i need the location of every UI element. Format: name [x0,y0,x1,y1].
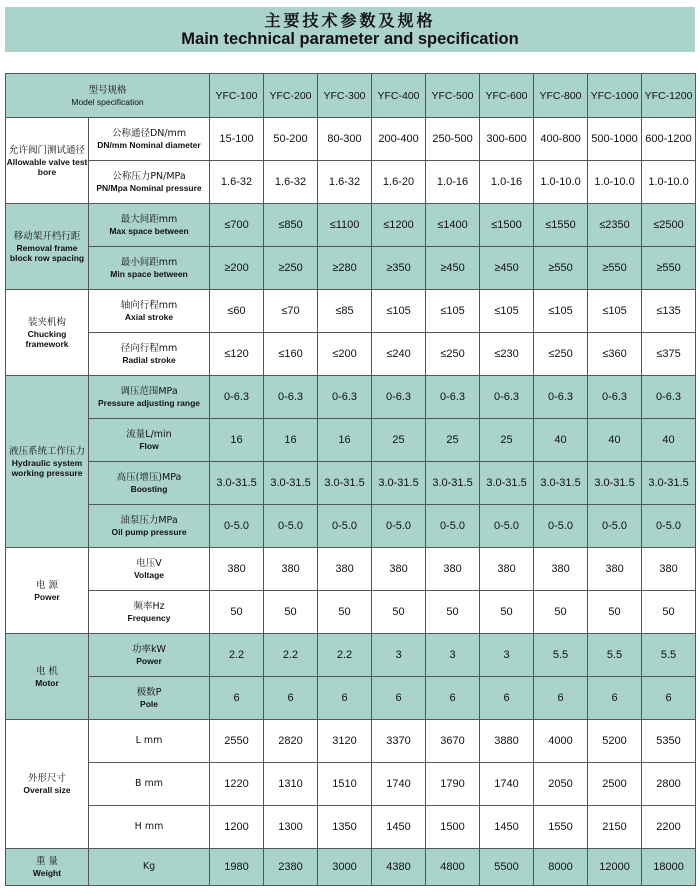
value-cell: 2050 [534,763,588,806]
value-cell: 1.0-10.0 [588,161,642,204]
parameter-label-cell [89,677,210,720]
value-cell: 80-300 [318,118,372,161]
value-cell: 4380 [372,849,426,886]
spec-row [6,720,696,763]
parameter-label-cn: 高压(增压)MPa [116,472,182,483]
parameter-label-cell [89,118,210,161]
value-cell: 25 [480,419,534,462]
value-cell: 5350 [642,720,696,763]
value-cell: 16 [318,419,372,462]
value-cell: 2500 [588,763,642,806]
group-label-en: Power [34,591,60,602]
value-cell: ≤700 [210,204,264,247]
group-label-cn: 外形尺寸 [27,773,66,784]
parameter-label-en: Max space between [109,226,189,236]
value-cell: 500-1000 [588,118,642,161]
spec-row [6,634,696,677]
spec-row [6,290,696,333]
title-chinese: 主要技术参数及规格 [264,11,436,30]
value-cell: 0-5.0 [210,505,264,548]
spec-row [6,677,696,720]
value-cell: 0-5.0 [318,505,372,548]
parameter-label-cell [89,204,210,247]
model-spec-header [6,74,210,118]
parameter-label-cell [89,720,210,763]
parameter-label-cn: 电压V [136,558,162,569]
group-label-cn: 允许阀门测试通径 [8,144,85,156]
value-cell: 0-6.3 [372,376,426,419]
value-cell: ≤105 [426,290,480,333]
value-cell: ≥550 [534,247,588,290]
value-cell: 1.0-16 [480,161,534,204]
parameter-label-cn: 流量L/min [126,429,172,440]
group-label-cn: 液压系统工作压力 [8,445,85,457]
spec-row [6,247,696,290]
parameter-label-cell [89,763,210,806]
parameter-label-en: Flow [139,441,159,451]
parameter-label-cell [89,333,210,376]
parameter-label-en: Frequency [127,613,171,623]
value-cell: 50 [210,591,264,634]
value-cell: 0-6.3 [642,376,696,419]
value-cell: 1790 [426,763,480,806]
group-label-cell [6,118,89,204]
value-cell: 0-5.0 [480,505,534,548]
parameter-label-cn: 轴向行程mm [120,300,178,311]
value-cell: 50 [318,591,372,634]
value-cell: ≤1550 [534,204,588,247]
value-cell: 3.0-31.5 [264,462,318,505]
value-cell: ≤105 [372,290,426,333]
value-cell: 1.0-16 [426,161,480,204]
parameter-label-en: Radial stroke [122,355,176,365]
value-cell: ≥550 [642,247,696,290]
value-cell: 6 [264,677,318,720]
value-cell: 1.0-10.0 [534,161,588,204]
value-cell: 0-5.0 [642,505,696,548]
model-header-cell: YFC-1200 [642,74,696,118]
value-cell: 25 [372,419,426,462]
parameter-label-en: Voltage [133,570,165,580]
group-label-cell [6,720,89,849]
title-english: Main technical parameter and specification [181,30,519,48]
value-cell: 5.5 [642,634,696,677]
value-cell: 50 [264,591,318,634]
value-cell: 3 [426,634,480,677]
value-cell: 380 [642,548,696,591]
spec-row [6,376,696,419]
value-cell: 50 [534,591,588,634]
group-label-en: Removal frame block row spacing [9,242,85,263]
value-cell: 1.6-32 [210,161,264,204]
value-cell: 380 [264,548,318,591]
group-label-cell [6,548,89,634]
spec-row [6,118,696,161]
value-cell: ≥450 [480,247,534,290]
value-cell: 5.5 [534,634,588,677]
value-cell: 8000 [534,849,588,886]
value-cell: ≥280 [318,247,372,290]
value-cell: ≤2350 [588,204,642,247]
value-cell: ≤105 [480,290,534,333]
value-cell: ≥250 [264,247,318,290]
parameter-label-cn: 油泵压力MPa [120,515,178,526]
value-cell: 5200 [588,720,642,763]
value-cell: ≤160 [264,333,318,376]
spec-row [6,333,696,376]
parameter-label-cn: L mm [135,735,163,746]
value-cell: 0-6.3 [480,376,534,419]
value-cell: 5500 [480,849,534,886]
group-label-cell [6,204,89,290]
parameter-label-en: Pressure adjusting range [97,398,201,408]
group-label-cn: 电 机 [35,665,59,677]
value-cell: 0-6.3 [318,376,372,419]
value-cell: 1740 [480,763,534,806]
value-cell: ≥350 [372,247,426,290]
spec-row [6,419,696,462]
group-label-cn: 移动架开档行距 [13,230,81,242]
value-cell: 25 [426,419,480,462]
parameter-label-cell [89,290,210,333]
value-cell: 16 [264,419,318,462]
model-header-cell: YFC-1000 [588,74,642,118]
value-cell: ≤200 [318,333,372,376]
value-cell: 3.0-31.5 [642,462,696,505]
parameter-label-en: Axial stroke [124,312,174,322]
value-cell: 1.0-10.0 [642,161,696,204]
value-cell: 380 [372,548,426,591]
value-cell: 1510 [318,763,372,806]
value-cell: 3.0-31.5 [372,462,426,505]
value-cell: 0-5.0 [264,505,318,548]
value-cell: 380 [426,548,480,591]
value-cell: 1550 [534,806,588,849]
value-cell: 380 [318,548,372,591]
parameter-label-cell [89,376,210,419]
parameter-label-cell [89,505,210,548]
value-cell: 2.2 [210,634,264,677]
value-cell: 6 [210,677,264,720]
value-cell: 1450 [480,806,534,849]
parameter-label-en: DN/mm Nominal diameter [97,140,201,150]
value-cell: ≥550 [588,247,642,290]
value-cell: 300-600 [480,118,534,161]
value-cell: 2380 [264,849,318,886]
group-label-cell [6,849,89,886]
value-cell: ≤1400 [426,204,480,247]
value-cell: 0-6.3 [426,376,480,419]
group-label-cell [6,376,89,548]
value-cell: 250-500 [426,118,480,161]
parameter-label-cn: Kg [142,861,156,872]
parameter-label-en: Boosting [130,484,168,494]
value-cell: 2800 [642,763,696,806]
group-label-en: Overall size [23,785,71,795]
parameter-label-cell [89,161,210,204]
group-label-cell [6,634,89,720]
value-cell: ≤1100 [318,204,372,247]
parameter-label-cn: B mm [134,778,164,789]
spec-table [5,73,696,886]
spec-row [6,591,696,634]
title-banner [5,7,695,52]
value-cell: 1350 [318,806,372,849]
parameter-label-cn: H mm [134,821,164,832]
parameter-label-cn: 公称通径DN/mm [111,128,187,139]
parameter-label-cn: 最小间距mm [120,257,178,268]
model-header-cell: YFC-400 [372,74,426,118]
value-cell: 40 [534,419,588,462]
value-cell: ≥450 [426,247,480,290]
value-cell: ≤85 [318,290,372,333]
parameter-label-en: PN/Mpa Nominal pressure [96,183,202,193]
value-cell: 2.2 [264,634,318,677]
parameter-label-cn: 极数P [136,687,162,698]
value-cell: 400-800 [534,118,588,161]
value-cell: 380 [588,548,642,591]
value-cell: 2200 [642,806,696,849]
value-cell: 50 [480,591,534,634]
group-label-en: Allowable valve test bore [6,156,88,177]
value-cell: ≤250 [534,333,588,376]
group-label-cn: 重 量 [35,856,59,867]
value-cell: 3.0-31.5 [426,462,480,505]
parameter-label-cell [89,634,210,677]
value-cell: 3000 [318,849,372,886]
value-cell: 3.0-31.5 [480,462,534,505]
parameter-label-cn: 功率kW [132,644,166,655]
parameter-label-cn: 公称压力PN/MPa [112,171,186,182]
spec-row [6,204,696,247]
value-cell: 3 [480,634,534,677]
value-cell: 2550 [210,720,264,763]
value-cell: 0-5.0 [426,505,480,548]
spec-row [6,806,696,849]
parameter-label-en: Min space between [110,269,188,279]
value-cell: 200-400 [372,118,426,161]
value-cell: ≤850 [264,204,318,247]
value-cell: 18000 [642,849,696,886]
spec-row [6,462,696,505]
value-cell: 1220 [210,763,264,806]
value-cell: 3.0-31.5 [210,462,264,505]
group-label-cn: 装夹机构 [27,316,66,328]
parameter-label-cell [89,247,210,290]
value-cell: ≤375 [642,333,696,376]
value-cell: 40 [588,419,642,462]
parameter-label-cell [89,462,210,505]
value-cell: 6 [642,677,696,720]
model-header-cell: YFC-200 [264,74,318,118]
value-cell: ≤70 [264,290,318,333]
value-cell: 0-6.3 [210,376,264,419]
value-cell: 0-5.0 [372,505,426,548]
value-cell: ≤135 [642,290,696,333]
header-row [6,74,696,118]
parameter-label-cn: 径向行程mm [120,343,178,354]
parameter-label-cell [89,849,210,886]
value-cell: 380 [210,548,264,591]
value-cell: 1450 [372,806,426,849]
value-cell: 1200 [210,806,264,849]
spec-row [6,849,696,886]
model-header-cell: YFC-800 [534,74,588,118]
parameter-label-en: Power [136,656,162,666]
value-cell: ≤1500 [480,204,534,247]
parameter-label-cell [89,548,210,591]
group-label-en: Motor [35,677,59,688]
model-spec-label-cn: 型号规格 [88,84,127,96]
value-cell: ≤105 [588,290,642,333]
value-cell: ≤60 [210,290,264,333]
value-cell: ≥200 [210,247,264,290]
value-cell: 380 [480,548,534,591]
group-label-en: Chucking framework [25,328,69,349]
parameter-label-cell [89,806,210,849]
parameter-label-cell [89,591,210,634]
value-cell: 15-100 [210,118,264,161]
parameter-label-cn: 调压范围MPa [120,386,178,397]
value-cell: 6 [372,677,426,720]
value-cell: ≤120 [210,333,264,376]
value-cell: 1500 [426,806,480,849]
value-cell: 1300 [264,806,318,849]
value-cell: 0-6.3 [264,376,318,419]
value-cell: 6 [480,677,534,720]
value-cell: 380 [534,548,588,591]
value-cell: ≤105 [534,290,588,333]
value-cell: 12000 [588,849,642,886]
value-cell: 3370 [372,720,426,763]
model-header-cell: YFC-500 [426,74,480,118]
spec-row [6,505,696,548]
value-cell: 50 [372,591,426,634]
value-cell: 2150 [588,806,642,849]
group-label-cell [6,290,89,376]
value-cell: 2.2 [318,634,372,677]
value-cell: 50-200 [264,118,318,161]
group-label-cn: 电 源 [35,579,59,591]
parameter-label-en: Pole [140,699,158,709]
value-cell: ≤2500 [642,204,696,247]
value-cell: 3.0-31.5 [318,462,372,505]
value-cell: 4000 [534,720,588,763]
value-cell: 6 [534,677,588,720]
model-spec-label-en: Model specification [71,96,144,107]
value-cell: ≤250 [426,333,480,376]
group-label-en: Weight [32,868,62,878]
group-label-en: Hydraulic system working pressure [11,457,83,478]
value-cell: 3670 [426,720,480,763]
value-cell: ≤360 [588,333,642,376]
value-cell: ≤230 [480,333,534,376]
value-cell: 600-1200 [642,118,696,161]
value-cell: 6 [588,677,642,720]
spec-row [6,548,696,591]
parameter-label-cn: 频率Hz [133,601,165,612]
spec-row [6,763,696,806]
parameter-label-en: Oil pump pressure [111,527,187,537]
value-cell: 0-6.3 [534,376,588,419]
value-cell: 3.0-31.5 [534,462,588,505]
value-cell: 1.6-32 [264,161,318,204]
value-cell: 50 [588,591,642,634]
value-cell: 1.6-20 [372,161,426,204]
value-cell: ≤1200 [372,204,426,247]
value-cell: 0-6.3 [588,376,642,419]
value-cell: 50 [426,591,480,634]
value-cell: 5.5 [588,634,642,677]
value-cell: 6 [426,677,480,720]
spec-row [6,161,696,204]
value-cell: 4800 [426,849,480,886]
spec-table-body [6,74,696,886]
value-cell: 1740 [372,763,426,806]
value-cell: 3120 [318,720,372,763]
parameter-label-cn: 最大间距mm [120,214,178,225]
parameter-label-cell [89,419,210,462]
value-cell: 16 [210,419,264,462]
value-cell: 40 [642,419,696,462]
model-header-cell: YFC-100 [210,74,264,118]
value-cell: 6 [318,677,372,720]
value-cell: ≤240 [372,333,426,376]
value-cell: 3880 [480,720,534,763]
model-header-cell: YFC-300 [318,74,372,118]
value-cell: 3.0-31.5 [588,462,642,505]
value-cell: 2820 [264,720,318,763]
model-header-cell: YFC-600 [480,74,534,118]
value-cell: 1980 [210,849,264,886]
value-cell: 1.6-32 [318,161,372,204]
value-cell: 0-5.0 [588,505,642,548]
value-cell: 1310 [264,763,318,806]
value-cell: 0-5.0 [534,505,588,548]
value-cell: 3 [372,634,426,677]
value-cell: 50 [642,591,696,634]
